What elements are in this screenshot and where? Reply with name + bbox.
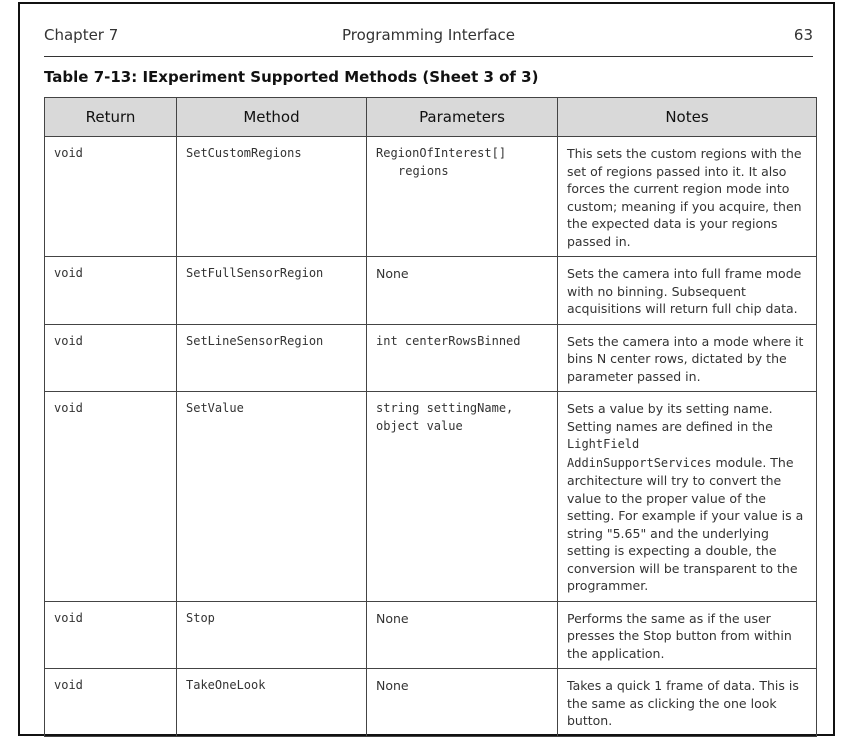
notes-cell: Sets the camera into a mode where it bins N center rows, dictated by the parameter passed in. xyxy=(558,324,817,392)
method-cell: SetValue xyxy=(177,392,367,602)
column-header-method: Method xyxy=(177,98,367,137)
notes-code: LightField xyxy=(567,437,640,451)
return-cell: void xyxy=(45,137,177,257)
table-row xyxy=(45,324,817,392)
notes-cell: Performs the same as if the user presses the Stop button from within the application. xyxy=(558,601,817,669)
parameters-cell xyxy=(367,392,558,602)
parameters-cell: int centerRowsBinned xyxy=(367,324,558,392)
page-header xyxy=(44,24,813,57)
return-cell: void xyxy=(45,392,177,602)
document-page xyxy=(18,2,835,736)
method-cell: SetCustomRegions xyxy=(177,137,367,257)
table-row xyxy=(45,137,817,257)
method-cell: TakeOneLook xyxy=(177,669,367,737)
parameter-line: RegionOfInterest[] xyxy=(376,146,507,160)
table-caption: Table 7-13: IExperiment Supported Methods (Sheet 3 of 3) xyxy=(44,68,539,86)
column-header-notes: Notes xyxy=(558,98,817,137)
parameters-cell: None xyxy=(367,601,558,669)
header-title: Programming Interface xyxy=(341,26,516,44)
parameters-cell: None xyxy=(367,257,558,325)
table-row xyxy=(45,669,817,737)
method-cell: Stop xyxy=(177,601,367,669)
table-row xyxy=(45,601,817,669)
column-header-return: Return xyxy=(45,98,177,137)
parameter-line: regions xyxy=(398,163,449,178)
page-number: 63 xyxy=(793,26,813,44)
notes-text: module. The architecture will try to convert the value to the proper value of the setting. For example if your value is a string "5.65" and the underlying setting is expecting a double, the conversion will be transparent to the programmer. xyxy=(567,454,804,593)
return-cell: void xyxy=(45,324,177,392)
return-cell: void xyxy=(45,601,177,669)
notes-cell: Takes a quick 1 frame of data. This is the same as clicking the one look button. xyxy=(558,669,817,737)
return-cell: void xyxy=(45,669,177,737)
parameters-cell xyxy=(367,137,558,257)
method-cell: SetFullSensorRegion xyxy=(177,257,367,325)
column-header-parameters: Parameters xyxy=(367,98,558,137)
method-cell: SetLineSensorRegion xyxy=(177,324,367,392)
parameters-cell: None xyxy=(367,669,558,737)
return-cell: void xyxy=(45,257,177,325)
notes-cell xyxy=(558,392,817,602)
notes-cell: Sets the camera into full frame mode with no binning. Subsequent acquisitions will return full chip data. xyxy=(558,257,817,325)
table-row xyxy=(45,392,817,602)
notes-text: Sets a value by its setting name. Setting names are defined in the xyxy=(567,401,773,434)
table-header-row xyxy=(45,98,817,137)
notes-code: AddinSupportServices xyxy=(567,455,712,470)
chapter-label: Chapter 7 xyxy=(44,26,119,44)
parameter-line: string settingName, xyxy=(376,401,514,415)
notes-cell: This sets the custom regions with the set of regions passed into it. It also forces the current region mode into custom; meaning if you acquire, then the expected data is your regions passed in. xyxy=(558,137,817,257)
methods-table xyxy=(44,97,817,737)
table-row xyxy=(45,257,817,325)
parameter-line: object value xyxy=(376,418,463,433)
